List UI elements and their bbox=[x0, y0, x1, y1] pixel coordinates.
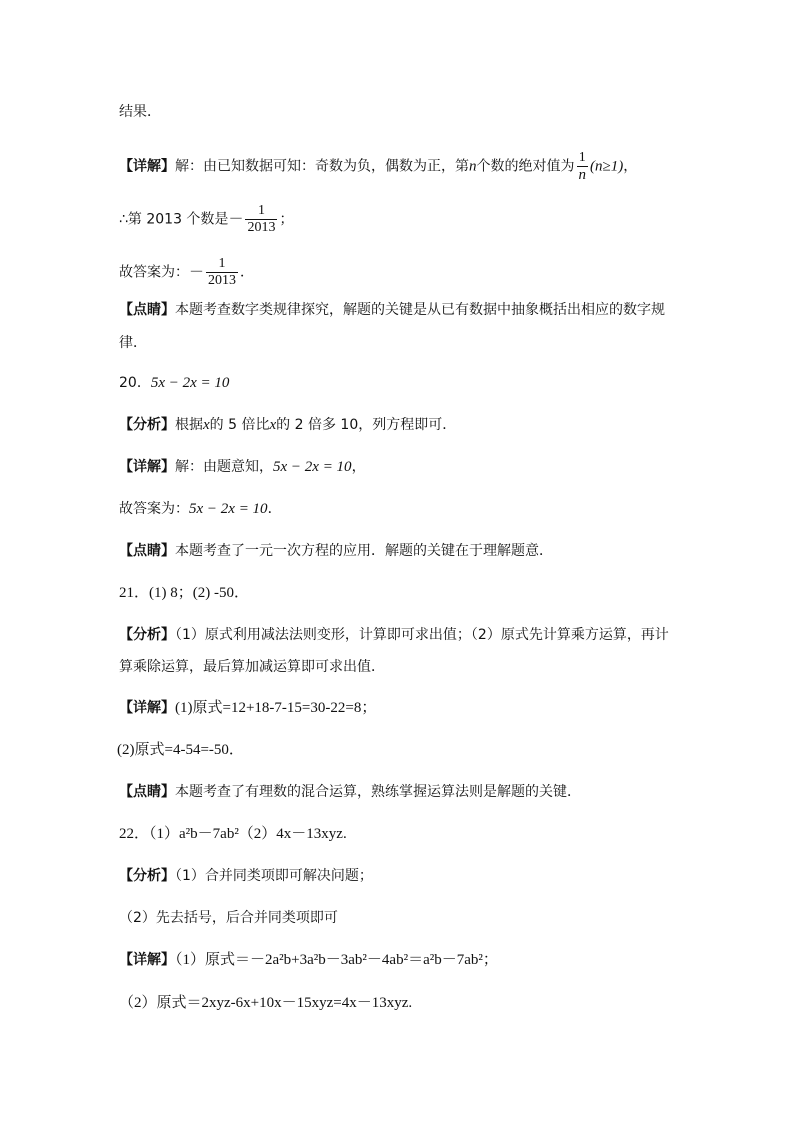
equation: 5x − 2x = 10 bbox=[273, 459, 352, 475]
answer-2013-line bbox=[119, 203, 293, 236]
analysis-line-q22 bbox=[119, 866, 373, 886]
detail-text-b: 个数的绝对值为 bbox=[476, 158, 575, 175]
detail-text: (1)原式=12+18-7-15=30-22=8； bbox=[175, 700, 377, 716]
punctuation: ． bbox=[240, 264, 255, 281]
detail-line-q21 bbox=[119, 698, 376, 718]
comment-line-q21 bbox=[119, 782, 581, 802]
line-text: 算乘除运算，最后算加减运算即可求出值． bbox=[119, 659, 385, 675]
analysis-line-q21 bbox=[119, 625, 669, 645]
line-text: （2）先去括号，后合并同类项即可 bbox=[119, 910, 338, 926]
line-text: 21．(1) 8；(2) -50． bbox=[119, 585, 249, 601]
line-text: 结果． bbox=[119, 104, 161, 120]
comment-tag: 【点睛】 bbox=[119, 784, 175, 800]
text-line bbox=[119, 657, 385, 677]
line-text: ∴第 2013 个数是 bbox=[119, 211, 229, 228]
equation: 5x − 2x = 10 bbox=[150, 375, 230, 391]
comment-text: 本题考查了有理数的混合运算，熟练掌握运算法则是解题的关键． bbox=[175, 784, 581, 800]
line-text: 故答案为： bbox=[119, 501, 189, 517]
detail-tag: 【详解】 bbox=[119, 459, 175, 475]
math-x: x bbox=[269, 417, 277, 433]
question-number: 20． bbox=[119, 375, 151, 391]
line-text: （2）原式＝2xyz-6x+10x－15xyz=4x－13xyz. bbox=[119, 995, 413, 1011]
question-22-header bbox=[119, 824, 347, 844]
text-line bbox=[119, 993, 412, 1013]
punctuation: ． bbox=[267, 501, 282, 517]
fraction-denominator: 2013 bbox=[247, 220, 276, 235]
comment-text: 本题考查了一元一次方程的应用．解题的关键在于理解题意． bbox=[175, 543, 553, 559]
equation: 5x − 2x = 10 bbox=[189, 501, 268, 517]
fraction-1-over-2013 bbox=[206, 256, 238, 289]
fraction-numerator: 1 bbox=[577, 150, 589, 167]
math-n: n bbox=[469, 158, 477, 175]
minus-sign: － bbox=[189, 264, 205, 281]
fraction-denominator: n bbox=[578, 167, 586, 183]
line-text: 22．（1）a²b－7ab²（2）4x－13xyz. bbox=[119, 826, 347, 842]
comment-tag: 【点睛】 bbox=[119, 302, 175, 318]
comment-line-q20 bbox=[119, 541, 553, 561]
question-20-header bbox=[119, 373, 229, 393]
fraction-numerator: 1 bbox=[245, 203, 277, 220]
fraction-1-over-2013 bbox=[245, 203, 277, 236]
analysis-tag: 【分析】 bbox=[119, 627, 175, 643]
detail-text: 解：由题意知， bbox=[175, 459, 273, 475]
text-line bbox=[117, 740, 244, 760]
analysis-text-c: 的 2 倍多 10，列方程即可． bbox=[276, 417, 457, 433]
comment-line-q19 bbox=[119, 300, 665, 320]
detail-text: （1）原式＝－2a²b+3a²b－3ab²－4ab²＝a²b－7ab²； bbox=[175, 952, 498, 968]
analysis-line-q20 bbox=[119, 415, 456, 435]
math-x: x bbox=[203, 417, 210, 433]
line-text: 律． bbox=[119, 335, 147, 351]
punctuation: ； bbox=[279, 211, 294, 228]
answer-line-q19 bbox=[119, 256, 254, 289]
comment-tag: 【点睛】 bbox=[119, 543, 175, 559]
minus-sign: － bbox=[228, 211, 244, 228]
fraction-denominator: 2013 bbox=[208, 273, 237, 288]
analysis-text: （1）合并同类项即可解决问题； bbox=[175, 868, 373, 884]
analysis-text: （1）原式利用减法法则变形，计算即可求出值；（2）原式先计算乘方运算，再计 bbox=[175, 627, 669, 643]
detail-text-a: 解：由已知数据可知：奇数为负，偶数为正，第 bbox=[175, 158, 469, 175]
detail-tag: 【详解】 bbox=[119, 700, 175, 716]
punctuation: ， bbox=[351, 459, 366, 475]
math-condition: (n≥1) bbox=[590, 158, 624, 175]
comment-text: 本题考查数字类规律探究，解题的关键是从已有数据中抽象概括出相应的数字规 bbox=[175, 302, 665, 318]
analysis-tag: 【分析】 bbox=[119, 868, 175, 884]
text-line bbox=[119, 333, 147, 353]
detail-line-q22 bbox=[119, 950, 498, 970]
analysis-text-a: 根据 bbox=[175, 417, 203, 433]
question-21-header bbox=[119, 583, 249, 603]
answer-line-q20 bbox=[119, 499, 282, 519]
analysis-tag: 【分析】 bbox=[119, 417, 175, 433]
text-line-1 bbox=[119, 102, 161, 122]
analysis-text-b: 的 5 倍比 bbox=[209, 417, 270, 433]
detail-line-q19 bbox=[119, 150, 637, 183]
detail-tag: 【详解】 bbox=[119, 952, 175, 968]
fraction-1-over-n bbox=[577, 150, 589, 183]
detail-tag: 【详解】 bbox=[119, 158, 175, 175]
text-line bbox=[119, 908, 338, 928]
fraction-numerator: 1 bbox=[206, 256, 238, 273]
punctuation: ， bbox=[623, 158, 638, 175]
line-text: (2)原式=4-54=-50． bbox=[117, 742, 244, 758]
detail-line-q20 bbox=[119, 457, 366, 477]
line-text: 故答案为： bbox=[119, 264, 189, 281]
